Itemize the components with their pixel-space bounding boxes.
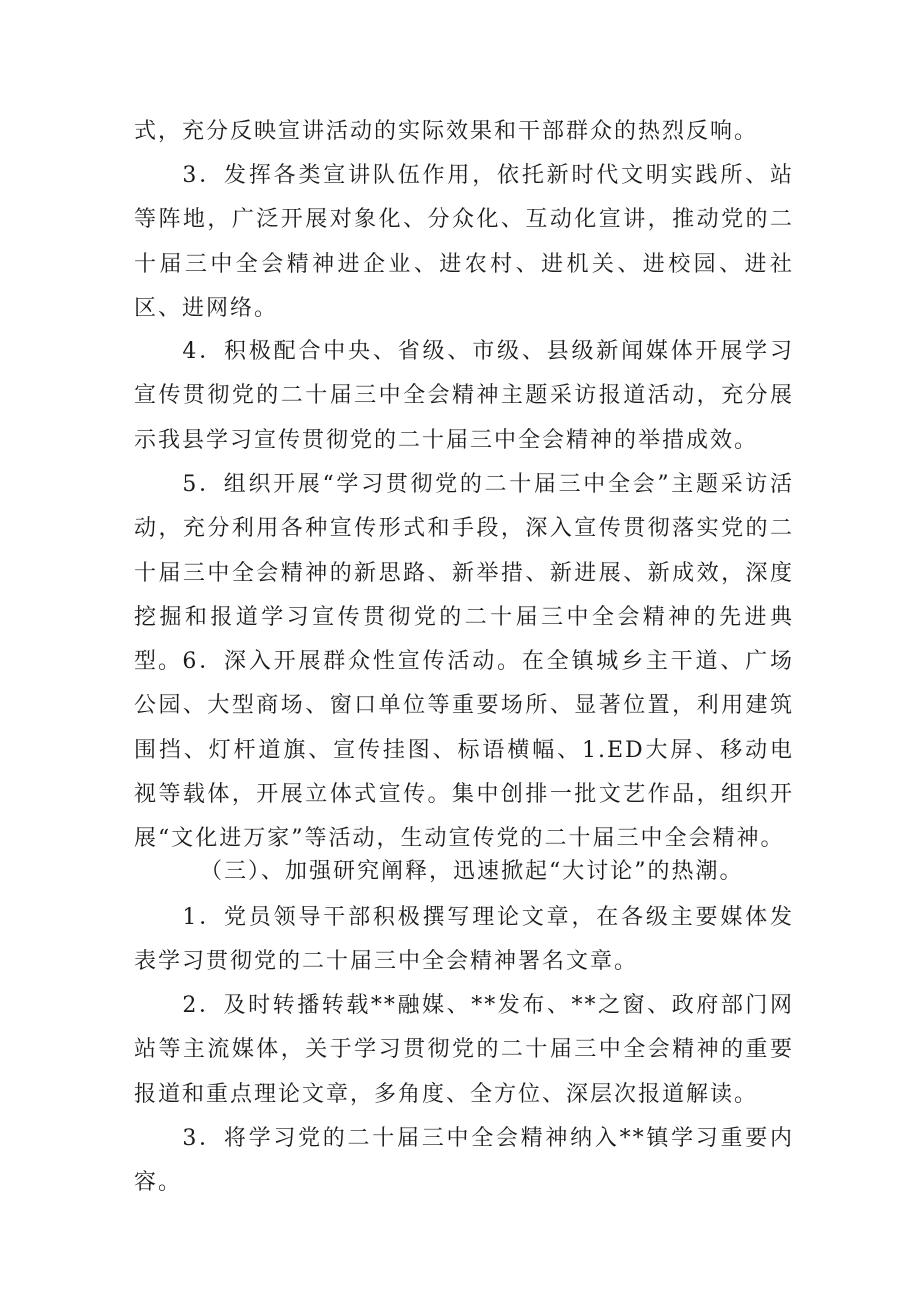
paragraph-continuation: 式，充分反映宣讲活动的实际效果和干部群众的热烈反响。 bbox=[134, 119, 759, 144]
paragraph-item-4: 4．积极配合中央、省级、市级、县级新闻媒体开展学习宣传贯彻党的二十届三中全会精神主题采访报道活动，充分展示我县学习宣传贯彻党的二十届三中全会精神的举措成效。 bbox=[134, 339, 794, 453]
section-heading-3: （三）、加强研究阐释，迅速掀起“大讨论”的热潮。 bbox=[200, 859, 744, 884]
paragraph-item-6: 6．深入开展群众性宣传活动。在全镇城乡主干道、广场公园、大型商场、窗口单位等重要场所、显著位置，利用建筑围挡、灯杆道旗、宣传挂图、标语横幅、1.ED大屏、移动电视等载体，开展立体式宣传。集中创排一批文艺作品，组织开展“文化进万家”等活动，生动宣传党的二十届三中全会精神。 bbox=[134, 649, 794, 852]
paragraph-sub-item-3: 3．将学习党的二十届三中全会精神纳入**镇学习重要内容。 bbox=[134, 1126, 794, 1196]
paragraph-item-5: 5．组织开展“学习贯彻党的二十届三中全会”主题采访活动，充分利用各种宣传形式和手段，深入宣传贯彻落实党的二十届三中全会精神的新思路、新举措、新进展、新成效，深度挖掘和报道学习宣传贯彻党的二十届三中全会精神的先进典型。 bbox=[134, 472, 794, 675]
paragraph-sub-item-1: 1．党员领导干部积极撰写理论文章，在各级主要媒体发表学习贯彻党的二十届三中全会精神署名文章。 bbox=[134, 905, 794, 975]
paragraph-sub-item-2: 2．及时转播转载**融媒、**发布、**之窗、政府部门网站等主流媒体，关于学习贯彻党的二十届三中全会精神的重要报道和重点理论文章，多角度、全方位、深层次报道解读。 bbox=[134, 993, 794, 1107]
paragraph-item-3: 3．发挥各类宣讲队伍作用，依托新时代文明实践所、站等阵地，广泛开展对象化、分众化、互动化宣讲，推动党的二十届三中全会精神进企业、进农村、进机关、进校园、进社区、进网络。 bbox=[134, 163, 794, 321]
